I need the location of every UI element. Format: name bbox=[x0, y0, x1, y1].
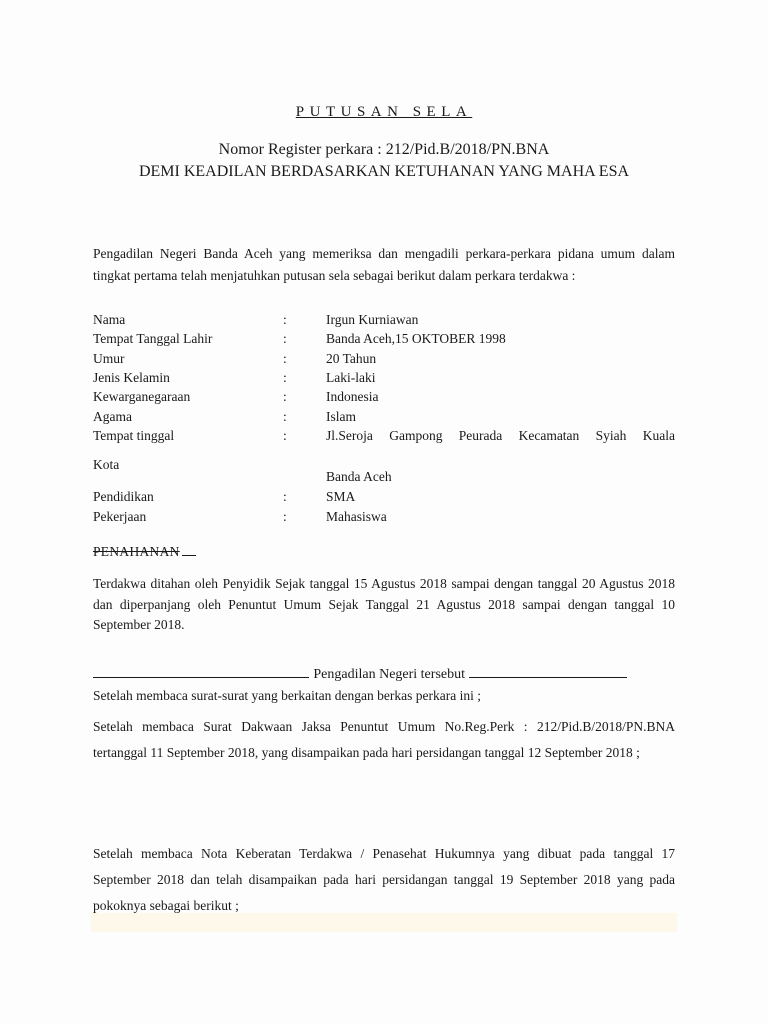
setelah-surat-paragraph: Setelah membaca surat-surat yang berkaitan dengan berkas perkara ini ; bbox=[93, 688, 481, 703]
demi-keadilan-heading: DEMI KEADILAN BERDASARKAN KETUHANAN YANG MAHA ESA bbox=[138, 163, 630, 180]
detail-colon: : bbox=[283, 509, 287, 524]
address-word: Peurada bbox=[458, 428, 503, 443]
detail-colon: : bbox=[283, 389, 287, 404]
penahanan-heading: PENAHANAN bbox=[93, 544, 196, 560]
detail-colon: : bbox=[283, 489, 287, 504]
address-word: Gampong bbox=[389, 428, 443, 443]
court-heading-line bbox=[93, 663, 627, 683]
address-word: Jl.Seroja bbox=[326, 428, 373, 443]
underline-rule-right bbox=[469, 663, 627, 678]
detail-colon: : bbox=[283, 351, 287, 366]
address-city: Banda Aceh bbox=[326, 469, 392, 484]
address-word: Syiah bbox=[595, 428, 627, 443]
address-word: Kuala bbox=[642, 428, 675, 443]
detail-colon: : bbox=[283, 331, 287, 346]
detail-colon: : bbox=[283, 370, 287, 385]
detail-label-agama: Agama bbox=[93, 409, 132, 424]
detail-colon: : bbox=[283, 428, 287, 443]
detail-label-umur: Umur bbox=[93, 351, 125, 366]
detail-value-umur: 20 Tahun bbox=[326, 351, 377, 366]
highlighted-empty-line bbox=[91, 913, 677, 932]
detail-value-kewarganegaraan: Indonesia bbox=[326, 389, 379, 404]
detail-label-jenis-kelamin: Jenis Kelamin bbox=[93, 370, 170, 385]
detail-label-nama: Nama bbox=[93, 312, 126, 327]
detail-value-nama: Irgun Kurniawan bbox=[326, 312, 419, 327]
detail-value-jenis-kelamin: Laki-laki bbox=[326, 370, 376, 385]
court-heading: Pengadilan Negeri tersebut bbox=[313, 667, 465, 682]
penahanan-paragraph: Terdakwa ditahan oleh Penyidik Sejak tanggal 15 Agustus 2018 sampai dengan tanggal 20 Agustus 2018 dan diperpanjang oleh Penuntut Umum Sejak Tanggal 21 Agustus 2018 sampai dengan tanggal 10 September 2018. bbox=[93, 576, 675, 632]
detail-value-pendidikan: SMA bbox=[326, 489, 356, 504]
detail-label-pendidikan: Pendidikan bbox=[93, 489, 154, 504]
detail-colon: : bbox=[283, 409, 287, 424]
document-title: PUTUSAN SELA bbox=[295, 104, 473, 120]
setelah-nota-paragraph: Setelah membaca Nota Keberatan Terdakwa / Penasehat Hukumnya yang dibuat pada tanggal 17 September 2018 dan telah disampaikan pada hari persidangan tanggal 19 September 2018 yang pada pokoknya sebagai berikut ; bbox=[93, 846, 675, 913]
detail-label-tempat-tinggal: Tempat tinggal bbox=[93, 428, 175, 443]
detail-value-ttl: Banda Aceh,15 OKTOBER 1998 bbox=[326, 331, 506, 346]
address-word: Kecamatan bbox=[518, 428, 580, 443]
address-kota: Kota bbox=[93, 457, 120, 472]
detail-value-tempat-tinggal bbox=[326, 428, 675, 444]
setelah-dakwaan-paragraph: Setelah membaca Surat Dakwaan Jaksa Penuntut Umum No.Reg.Perk : 212/Pid.B/2018/PN.BNA tertanggal 11 September 2018, yang disampaikan pada hari persidangan tanggal 12 September 2018 ; bbox=[93, 719, 675, 760]
register-number: Nomor Register perkara : 212/Pid.B/2018/PN.BNA bbox=[218, 141, 550, 158]
detail-label-kewarganegaraan: Kewarganegaraan bbox=[93, 389, 191, 404]
detail-label-pekerjaan: Pekerjaan bbox=[93, 509, 147, 524]
detail-label-ttl: Tempat Tanggal Lahir bbox=[93, 331, 213, 346]
underline-rule-left bbox=[93, 663, 309, 678]
detail-value-pekerjaan: Mahasiswa bbox=[326, 509, 387, 524]
detail-value-agama: Islam bbox=[326, 409, 356, 424]
intro-paragraph: Pengadilan Negeri Banda Aceh yang memeriksa dan mengadili perkara-perkara pidana umum dalam tingkat pertama telah menjatuhkan putusan sela sebagai berikut dalam perkara terdakwa : bbox=[93, 246, 675, 283]
detail-colon: : bbox=[283, 312, 287, 327]
